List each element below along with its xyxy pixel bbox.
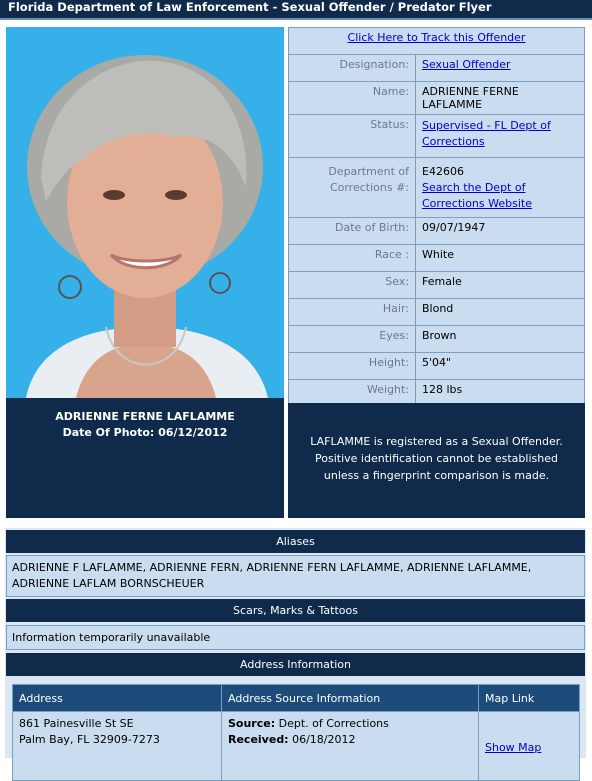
- dob-value: 09/07/1947: [416, 218, 585, 245]
- eyes-label: Eyes:: [289, 326, 416, 353]
- aliases-body: [6, 555, 585, 597]
- sex-label: Sex:: [289, 272, 416, 299]
- photo-caption: [6, 398, 284, 518]
- aliases-header: [6, 530, 585, 553]
- table-row: [13, 712, 580, 781]
- aliases-title: Aliases: [276, 535, 315, 548]
- scars-body: [6, 625, 585, 650]
- received-label: Received:: [228, 733, 289, 746]
- race-label: Race :: [289, 245, 416, 272]
- doc-label: Department of Corrections #:: [289, 158, 416, 218]
- page-title: Florida Department of Law Enforcement - Sexual Offender / Predator Flyer: [8, 0, 492, 14]
- notice-text: LAFLAMME is registered as a Sexual Offender. Positive identification cannot be established unless a fingerprint comparison is made.: [310, 435, 563, 482]
- offender-info-table: [288, 27, 585, 407]
- source-value: Dept. of Corrections: [278, 717, 389, 730]
- scars-text: Information temporarily unavailable: [12, 631, 211, 644]
- designation-cell: [416, 55, 585, 82]
- map-link-column-header: Map Link: [479, 685, 580, 712]
- eyes-value: Brown: [416, 326, 585, 353]
- aliases-text: ADRIENNE F LAFLAMME, ADRIENNE FERN, ADRIENNE FERN LAFLAMME, ADRIENNE LAFLAMME, ADRIENNE LAFLAM BORNSCHEUER: [12, 561, 532, 590]
- hair-value: Blond: [416, 299, 585, 326]
- weight-value: 128 lbs: [416, 380, 585, 407]
- identification-notice: [288, 403, 585, 518]
- source-label: Source:: [228, 717, 276, 730]
- sex-value: Female: [416, 272, 585, 299]
- dob-label: Date of Birth:: [289, 218, 416, 245]
- track-cell: [289, 28, 585, 55]
- source-line: [228, 716, 472, 732]
- portrait-image: [6, 27, 284, 398]
- received-value: 06/18/2012: [292, 733, 356, 746]
- height-value: 5'04": [416, 353, 585, 380]
- doc-cell: [416, 158, 585, 218]
- map-link-cell: [479, 712, 580, 781]
- page-header: [0, 0, 592, 20]
- address-table: [12, 684, 580, 781]
- designation-label: Designation:: [289, 55, 416, 82]
- race-value: White: [416, 245, 585, 272]
- caption-name: ADRIENNE FERNE LAFLAMME: [55, 410, 235, 423]
- caption-date: Date Of Photo: 06/12/2012: [62, 426, 228, 439]
- weight-label: Weight:: [289, 380, 416, 407]
- name-value: ADRIENNE FERNE LAFLAMME: [416, 82, 585, 115]
- address-source-cell: [222, 712, 479, 781]
- offender-photo: [6, 27, 284, 398]
- height-label: Height:: [289, 353, 416, 380]
- name-label: Name:: [289, 82, 416, 115]
- show-map-link[interactable]: Show Map: [485, 741, 542, 754]
- address-cell: [13, 712, 222, 781]
- hair-label: Hair:: [289, 299, 416, 326]
- track-offender-link[interactable]: Click Here to Track this Offender: [347, 31, 526, 44]
- scars-title: Scars, Marks & Tattoos: [233, 604, 358, 617]
- address-line2: Palm Bay, FL 32909-7273: [19, 733, 160, 746]
- received-line: [228, 732, 472, 748]
- status-label: Status:: [289, 115, 416, 158]
- address-header: [6, 653, 585, 676]
- address-title: Address Information: [240, 658, 351, 671]
- doc-number: E42606: [422, 165, 464, 178]
- designation-link[interactable]: Sexual Offender: [422, 58, 511, 71]
- scars-header: [6, 599, 585, 622]
- address-line1: 861 Painesville St SE: [19, 717, 134, 730]
- doc-search-link[interactable]: Search the Dept of Corrections Website: [422, 181, 532, 210]
- status-link[interactable]: Supervised - FL Dept of Corrections: [422, 119, 551, 148]
- address-column-header: Address: [13, 685, 222, 712]
- status-cell: [416, 115, 585, 158]
- address-source-column-header: Address Source Information: [222, 685, 479, 712]
